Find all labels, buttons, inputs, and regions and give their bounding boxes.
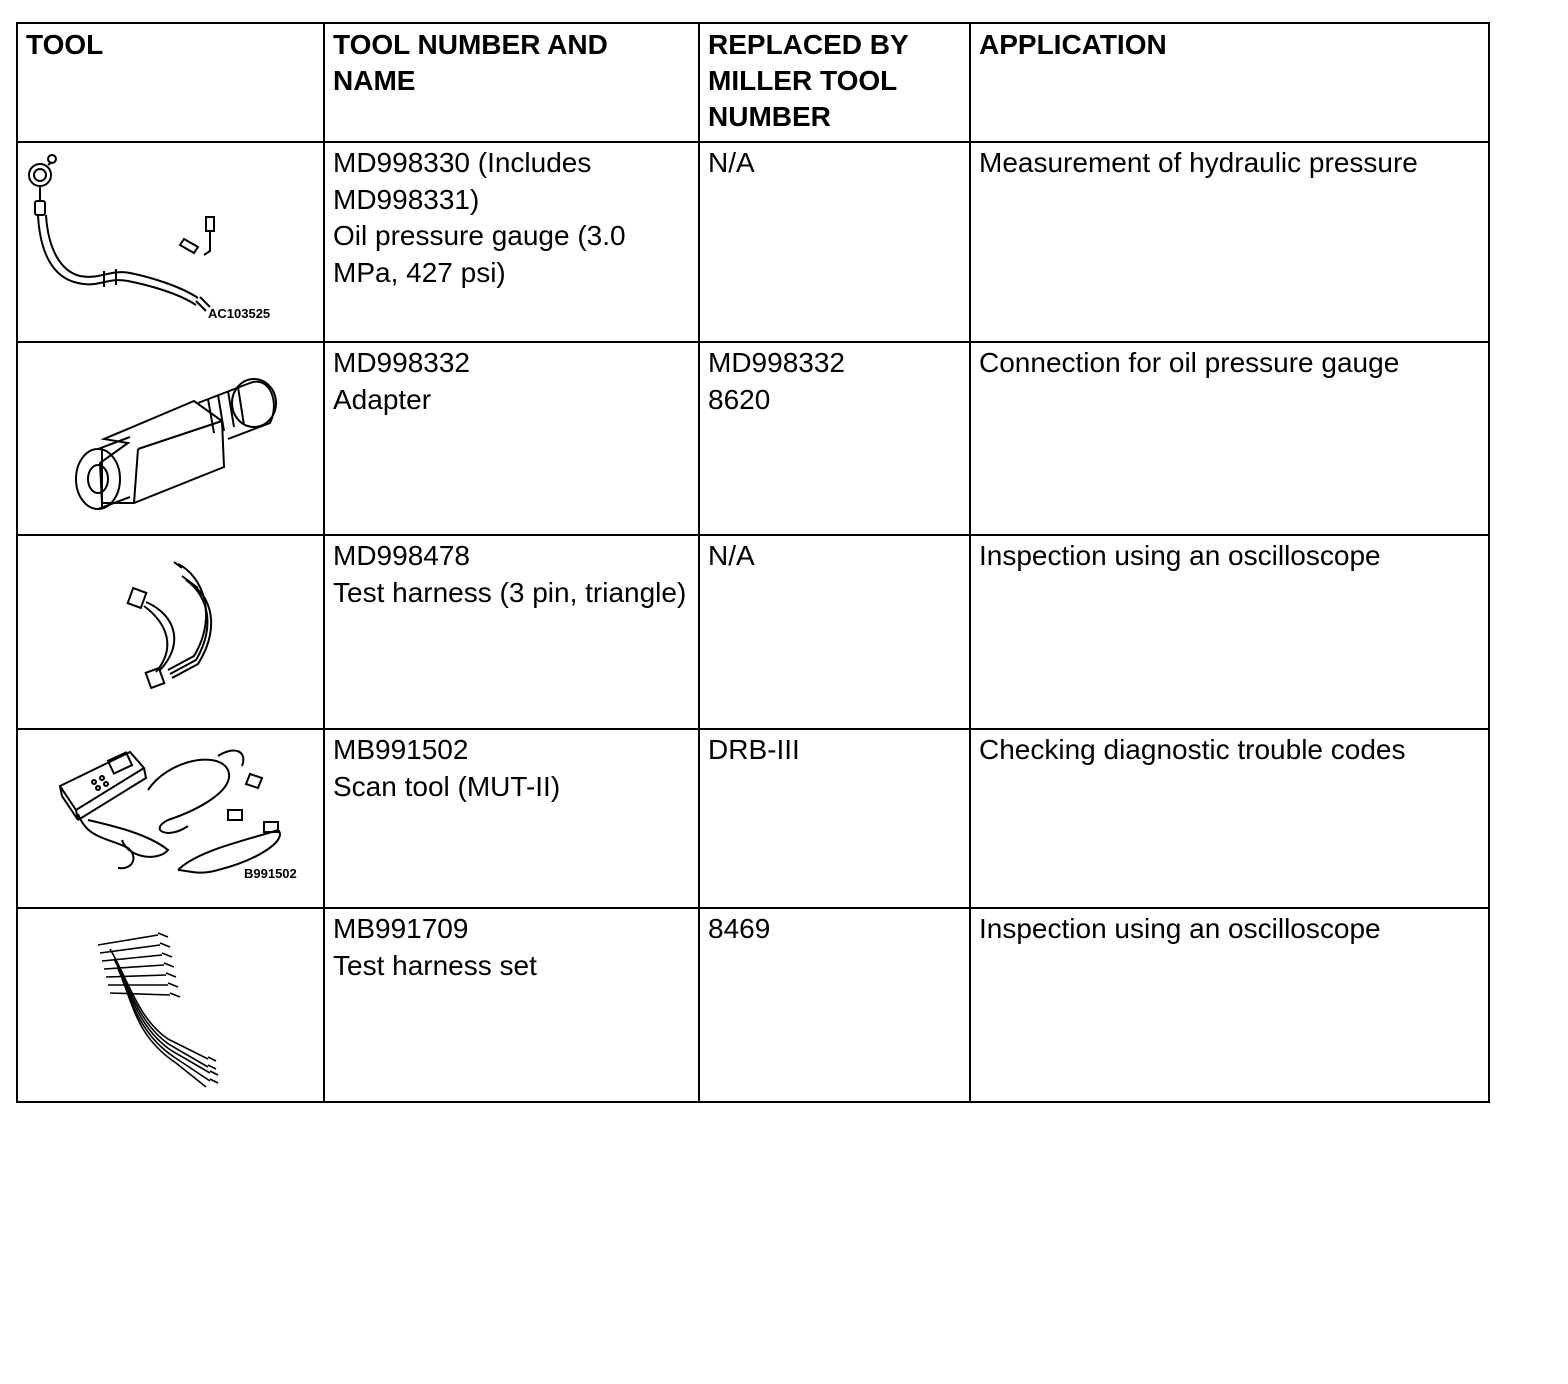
header-tool-number-and-name: TOOL NUMBER AND NAME (324, 23, 699, 142)
special-tools-table (16, 22, 1490, 1103)
tool-number-and-name: MB991502 Scan tool (MUT-II) (324, 729, 699, 908)
table-row (17, 142, 1489, 342)
table-row (17, 342, 1489, 535)
header-tool: TOOL (17, 23, 324, 142)
application: Measurement of hydraulic pressure (970, 142, 1489, 342)
adapter-icon (18, 343, 323, 534)
oil-pressure-gauge-icon (18, 143, 323, 341)
header-application: APPLICATION (970, 23, 1489, 142)
header-row (17, 23, 1489, 142)
figure-label: B991502 (244, 866, 297, 881)
scan-tool-icon (18, 730, 323, 907)
table-row (17, 729, 1489, 908)
tool-image-cell (17, 535, 324, 729)
table-row (17, 535, 1489, 729)
application: Connection for oil pressure gauge (970, 342, 1489, 535)
application: Inspection using an oscilloscope (970, 535, 1489, 729)
replaced-by: DRB-III (699, 729, 970, 908)
header-replaced-by: REPLACED BY MILLER TOOL NUMBER (699, 23, 970, 142)
replaced-by: MD998332 8620 (699, 342, 970, 535)
test-harness-icon (18, 536, 323, 728)
replaced-by: 8469 (699, 908, 970, 1102)
test-harness-set-icon (18, 909, 323, 1101)
tool-number-and-name: MB991709 Test harness set (324, 908, 699, 1102)
tool-image-cell (17, 908, 324, 1102)
tool-image-cell (17, 729, 324, 908)
replaced-by: N/A (699, 142, 970, 342)
application: Inspection using an oscilloscope (970, 908, 1489, 1102)
tool-number-and-name: MD998330 (Includes MD998331) Oil pressure gauge (3.0 MPa, 427 psi) (324, 142, 699, 342)
tool-image-cell (17, 342, 324, 535)
tool-image-cell (17, 142, 324, 342)
tool-number-and-name: MD998332 Adapter (324, 342, 699, 535)
tool-number-and-name: MD998478 Test harness (3 pin, triangle) (324, 535, 699, 729)
replaced-by: N/A (699, 535, 970, 729)
figure-label: AC103525 (208, 306, 271, 321)
table-row (17, 908, 1489, 1102)
application: Checking diagnostic trouble codes (970, 729, 1489, 908)
